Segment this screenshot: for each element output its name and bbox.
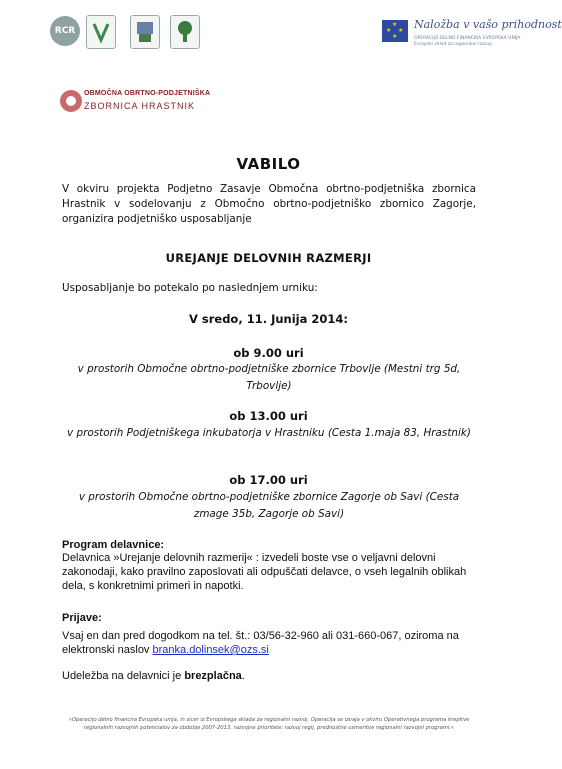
participation-end: . (241, 670, 245, 682)
rcr-logo-text: RCR (54, 26, 76, 36)
program-text: Delavnica »Urejanje delovnih razmerij« : izvedeli boste vse o veljavni delovni zakonodaji, kako pravilno zaposlovati ali odpuščati delavce, o vseh legalnih oblikah dela, s konkretnimi primeri in napotki. (62, 552, 467, 592)
chamber-emblem-icon (60, 90, 82, 112)
session-2-location: v prostorih Podjetniškega inkubatorja v Hrastniku (Cesta 1.maja 83, Hrastnik) (67, 427, 471, 439)
registration-heading: Prijave: (62, 612, 102, 624)
schedule-intro: Usposabljanje bo potekalo po naslednjem urniku: (62, 282, 318, 294)
event-date: V sredo, 11. Junija 2014: (188, 312, 348, 326)
intro-paragraph: V okviru projekta Podjetno Zasavje Območna obrtno-podjetniška zbornica Hrastnik v sodelovanju z Območno obrtno-podjetniško zbornico Zagorje, organizira podjetniško usposabljanje (62, 183, 476, 225)
registration-text (62, 629, 480, 657)
footer-note: »Operacijo delno financira Evropska unija, in sicer iz Evropskega sklada za regionalni razvoj. Operacija se izvaja v okviru Operativnega programa krepitve regionalnih razvojnih potencialov za obdobje 2007-2013, razvojne prioritete: razvoj regij, prednostne usmeritve regionalni razvojni programi.« (68, 717, 470, 731)
workshop-title: UREJANJE DELOVNIH RAZMERJI (165, 251, 372, 265)
participation-text: Udeležba na delavnici je (62, 670, 185, 682)
program-heading: Program delavnice: (62, 539, 165, 551)
session-1-time: ob 9.00 uri (233, 346, 304, 360)
eu-slogan: Naložba v vašo prihodnost (414, 18, 562, 31)
registration-contact: Vsaj en dan pred dogodkom na tel. št.: 03/56-32-960 ali 031-660-067, oziroma na elektronski naslov (62, 630, 459, 656)
tree-crest-logo (170, 15, 200, 49)
chamber-name-line1: OBMOČNA OBRTNO-PODJETNIŠKA (84, 90, 211, 97)
v-shield-logo (86, 15, 116, 49)
eu-funding-logo (348, 14, 562, 62)
municipal-crest-logo (130, 15, 160, 49)
session-3-time: ob 17.00 uri (229, 473, 308, 487)
session-3-location: v prostorih Območne obrtno-podjetniške zbornice Zagorje ob Savi (Cesta zmage 35b, Zagorje ob Savi) (78, 491, 460, 520)
chamber-name-line2: ZBORNICA HRASTNIK (84, 101, 196, 111)
email-link[interactable]: branka.dolinsek@ozs.si (152, 644, 269, 656)
eu-flag-icon: ★ ★ ★ ★ (382, 20, 408, 42)
chamber-logo (60, 88, 211, 114)
free-label: brezplačna (184, 670, 242, 682)
session-1-location: v prostorih Območne obrtno-podjetniške zbornice Trbovlje (Mestni trg 5d, Trbovlje) (77, 363, 461, 392)
eu-subtitle-2: Evropski sklad za regionalni razvoj (414, 42, 492, 47)
participation-note (62, 670, 245, 682)
session-2-time: ob 13.00 uri (229, 409, 308, 423)
eu-subtitle-1: OPERACIJO DELNO FINANCIRA EVROPSKA UNIJA (414, 36, 521, 41)
rcr-logo (50, 16, 80, 46)
document-title: VABILO (236, 155, 301, 173)
